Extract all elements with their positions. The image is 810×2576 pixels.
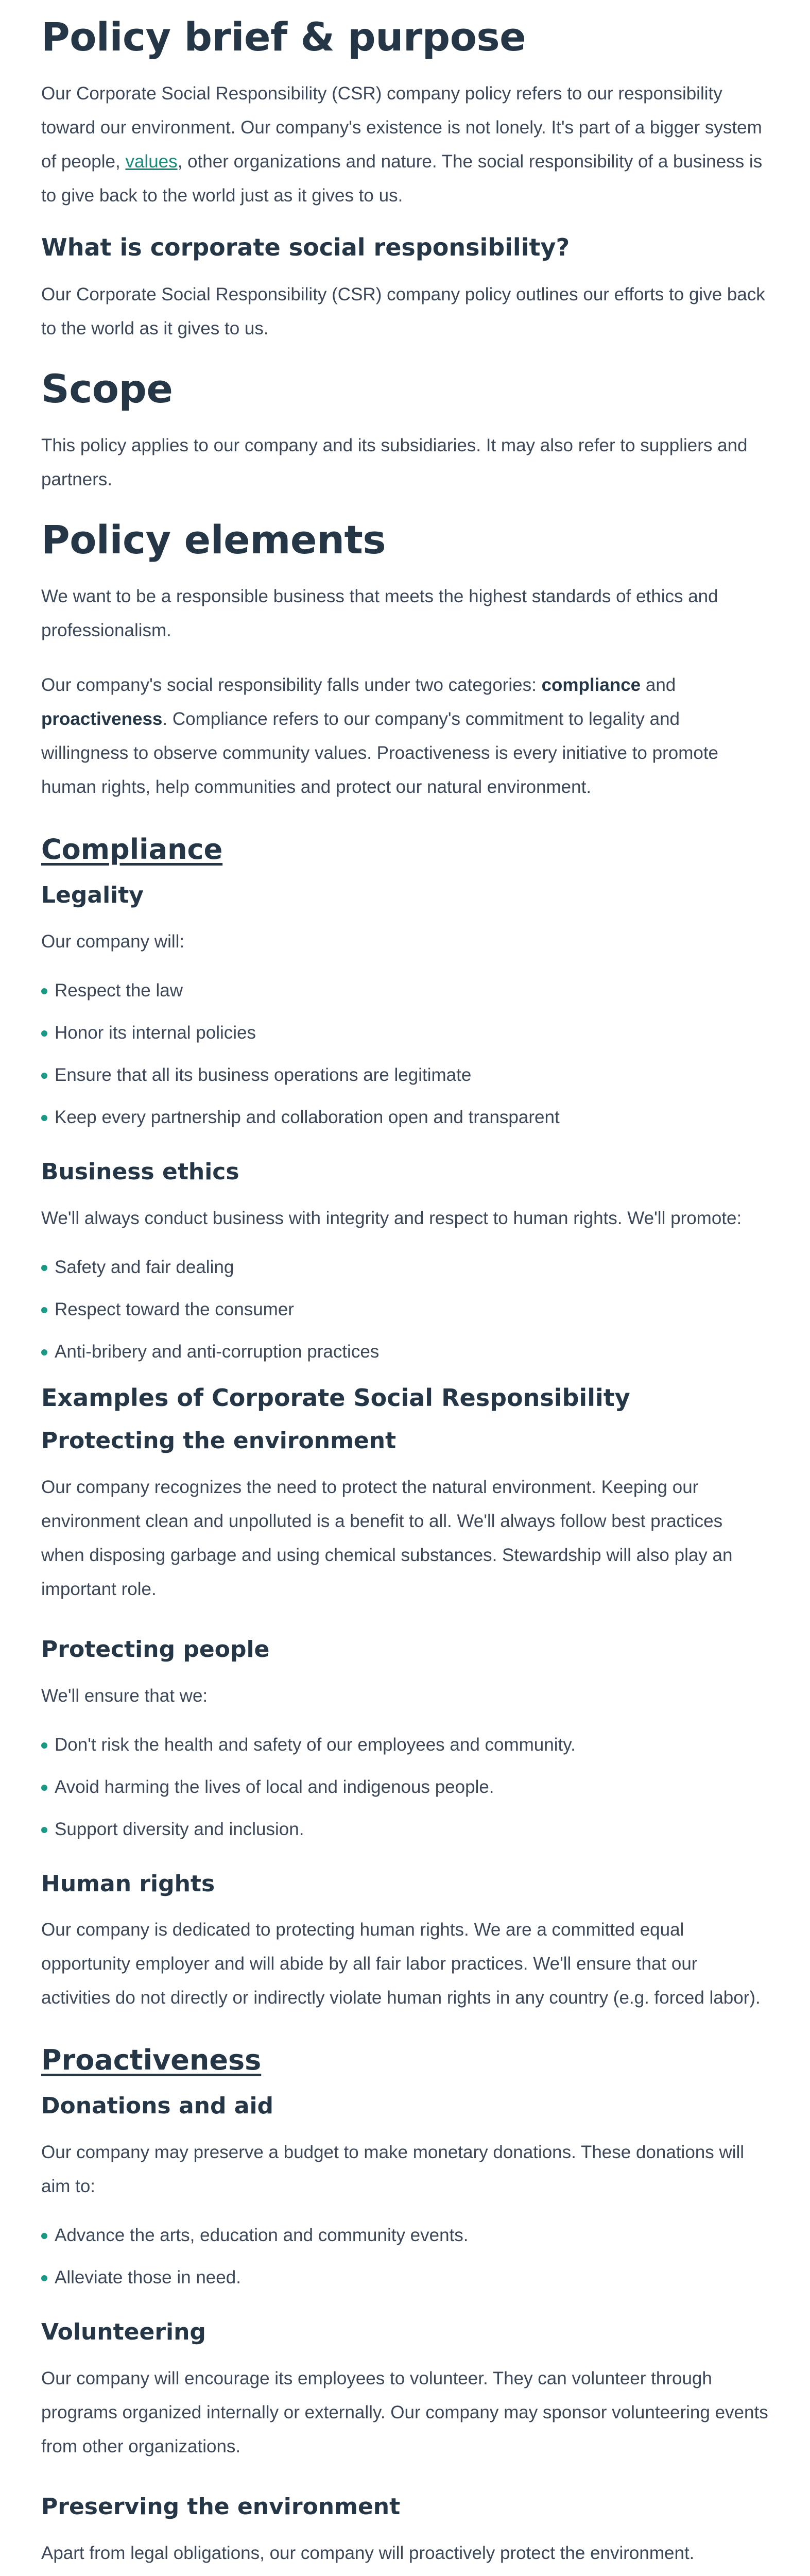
brief-text-start: Our Corporate Social Responsibility (CSR) company policy refers to our responsibility toward our environment. Our company's existence is not lonely. It's part of a bigger system of people,	[41, 83, 762, 172]
csr-examples-heading: Examples of Corporate Social Responsibility	[41, 1383, 630, 1412]
policy-elements-categories	[41, 668, 769, 804]
protecting-environment-paragraph: Our company recognizes the need to protect the natural environment. Keeping our environment clean and unpolluted is a benefit to all. We'll always follow best practices when disposing garbage and using chemical substances. Stewardship will also play an important role.	[41, 1477, 733, 1599]
categories-and: and	[641, 675, 676, 696]
human-rights-heading: Human rights	[41, 1870, 215, 1897]
protecting-people-intro: We'll ensure that we:	[41, 1685, 208, 1706]
legality-heading: Legality	[41, 882, 144, 909]
donations-intro: Our company may preserve a budget to make monetary donations. These donations will aim to:	[41, 2142, 745, 2196]
scope-heading: Scope	[41, 365, 173, 412]
policy-brief-paragraph	[41, 77, 769, 213]
policy-elements-heading: Policy elements	[41, 516, 386, 563]
list-item: Respect the law	[41, 979, 769, 1002]
proactiveness-term: proactiveness	[41, 709, 163, 730]
legality-intro: Our company will:	[41, 931, 185, 952]
donations-heading: Donations and aid	[41, 2093, 274, 2120]
list-item: Safety and fair dealing	[41, 1256, 769, 1279]
protecting-people-list	[41, 1734, 769, 1841]
what-is-csr-paragraph: Our Corporate Social Responsibility (CSR) company policy outlines our efforts to give back to the world as it gives to us.	[41, 284, 765, 338]
proactiveness-heading: Proactiveness	[41, 2044, 262, 2077]
categories-text-rest: . Compliance refers to our company's commitment to legality and willingness to observe community values. Proactiveness is every initiative to promote human rights, help communities and protect our natural environment.	[41, 709, 719, 798]
volunteering-paragraph: Our company will encourage its employees to volunteer. They can volunteer through programs organized internally or externally. Our company may sponsor volunteering events from other organizations.	[41, 2368, 768, 2456]
list-item: Anti-bribery and anti-corruption practices	[41, 1341, 769, 1363]
business-ethics-intro: We'll always conduct business with integrity and respect to human rights. We'll promote:	[41, 1208, 742, 1228]
list-item: Avoid harming the lives of local and indigenous people.	[41, 1776, 769, 1799]
compliance-heading: Compliance	[41, 833, 223, 866]
donations-list	[41, 2224, 769, 2289]
preserving-environment-heading: Preserving the environment	[41, 2493, 401, 2520]
list-item: Ensure that all its business operations are legitimate	[41, 1064, 769, 1087]
preserving-environment-intro: Apart from legal obligations, our company will proactively protect the environment.	[41, 2543, 695, 2563]
list-item: Support diversity and inclusion.	[41, 1818, 769, 1841]
what-is-csr-heading: What is corporate social responsibility?	[41, 233, 570, 262]
list-item: Don't risk the health and safety of our employees and community.	[41, 1734, 769, 1756]
list-item: Respect toward the consumer	[41, 1298, 769, 1321]
categories-text-start: Our company's social responsibility falls under two categories:	[41, 675, 542, 696]
list-item: Keep every partnership and collaboration open and transparent	[41, 1106, 769, 1129]
list-item: Alleviate those in need.	[41, 2266, 769, 2289]
policy-brief-heading: Policy brief & purpose	[41, 14, 526, 60]
legality-list	[41, 979, 769, 1129]
business-ethics-list	[41, 1256, 769, 1363]
protecting-people-heading: Protecting people	[41, 1636, 270, 1663]
business-ethics-heading: Business ethics	[41, 1158, 239, 1185]
list-item: Honor its internal policies	[41, 1022, 769, 1044]
scope-paragraph: This policy applies to our company and its subsidiaries. It may also refer to suppliers and partners.	[41, 435, 748, 489]
protecting-environment-heading: Protecting the environment	[41, 1427, 397, 1454]
list-item: Advance the arts, education and community events.	[41, 2224, 769, 2247]
values-link[interactable]: values	[125, 151, 178, 172]
policy-elements-intro: We want to be a responsible business that meets the highest standards of ethics and professionalism.	[41, 586, 718, 641]
volunteering-heading: Volunteering	[41, 2318, 206, 2345]
human-rights-paragraph: Our company is dedicated to protecting human rights. We are a committed equal opportunity employer and will abide by all fair labor practices. We'll ensure that our activities do not directly or indirectly violate human rights in any country (e.g. forced labor).	[41, 1920, 761, 2008]
brief-text-end: , other organizations and nature. The social responsibility of a business is to give back to the world just as it gives to us.	[41, 151, 763, 206]
compliance-term: compliance	[541, 675, 641, 696]
